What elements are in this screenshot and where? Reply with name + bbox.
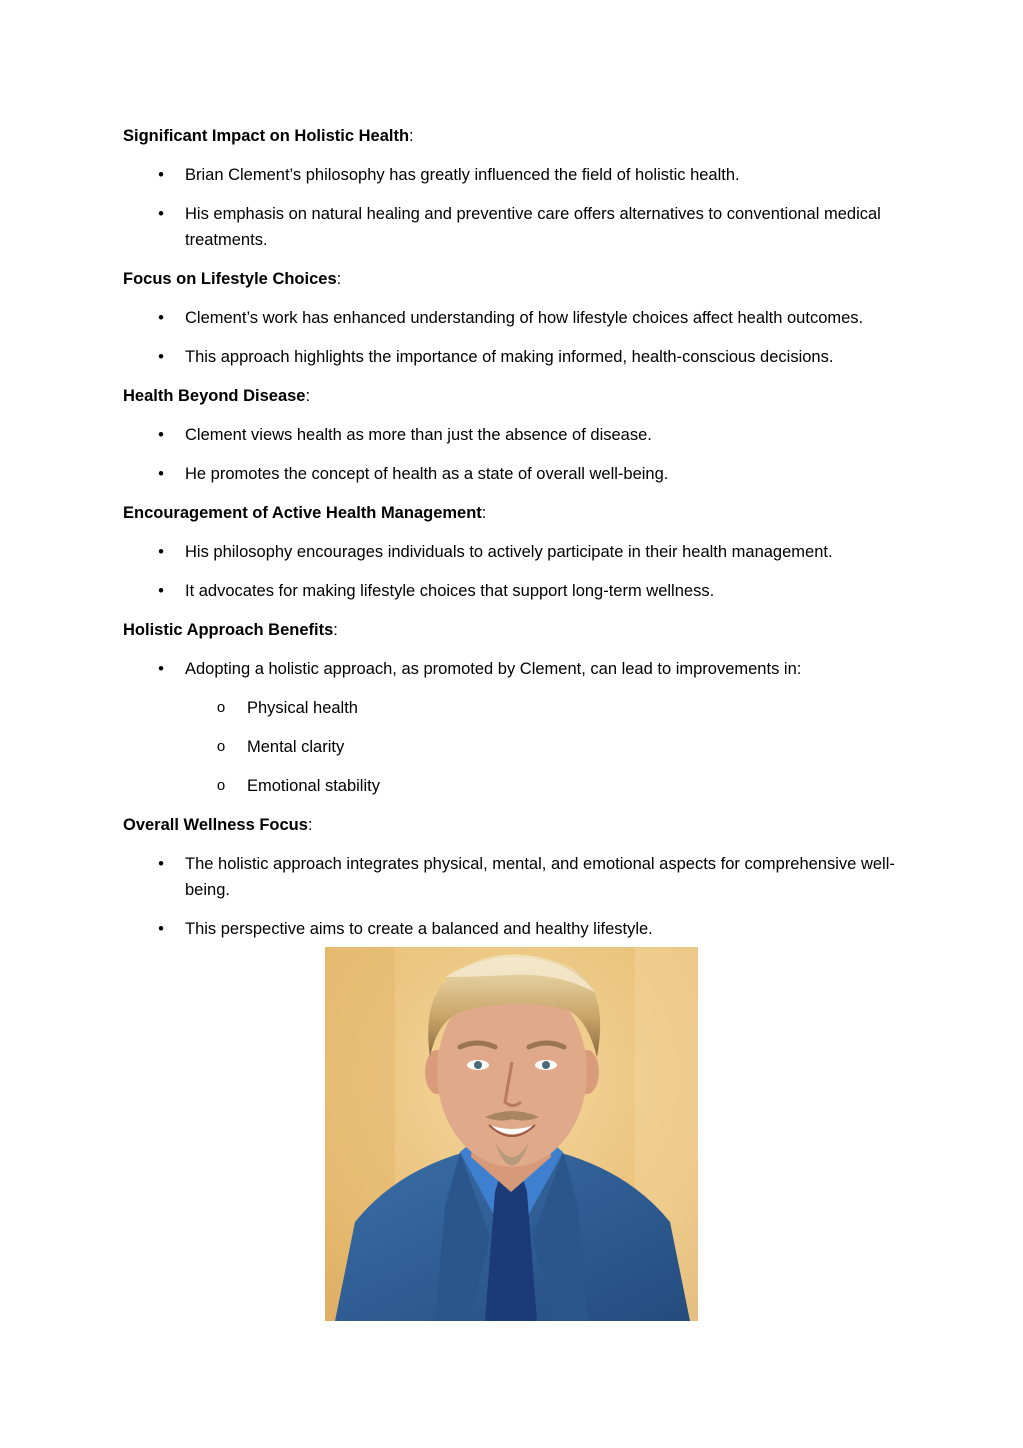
section-heading: Encouragement of Active Health Management: bbox=[123, 504, 487, 522]
bullet-marker: • bbox=[158, 465, 164, 483]
bullet-marker: • bbox=[158, 582, 164, 600]
bullet-marker: • bbox=[158, 309, 164, 327]
bullet-item: • Brian Clement’s philosophy has greatly influenced the field of holistic health. bbox=[123, 162, 913, 188]
sub-bullet-marker: o bbox=[216, 738, 226, 755]
bullet-marker: • bbox=[158, 348, 164, 366]
sub-bullet-marker: o bbox=[216, 777, 226, 794]
bullet-item: • His emphasis on natural healing and preventive care offers alternatives to conventional medical treatments. bbox=[123, 201, 913, 253]
bullet-marker: • bbox=[158, 920, 164, 938]
bullet-marker: • bbox=[158, 426, 164, 444]
sub-bullet-item: o Mental clarity bbox=[123, 734, 913, 760]
sub-bullet-marker: o bbox=[216, 699, 226, 716]
bullet-marker: • bbox=[158, 855, 164, 873]
portrait-illustration bbox=[325, 947, 698, 1321]
bullet-item: • Clement views health as more than just the absence of disease. bbox=[123, 422, 913, 448]
bullet-item: • Clement’s work has enhanced understanding of how lifestyle choices affect health outcomes. bbox=[123, 305, 913, 331]
section-heading: Holistic Approach Benefits: bbox=[123, 621, 338, 639]
bullet-item: • His philosophy encourages individuals to actively participate in their health management. bbox=[123, 539, 913, 565]
bullet-item: • Adopting a holistic approach, as promoted by Clement, can lead to improvements in: bbox=[123, 656, 913, 682]
bullet-marker: • bbox=[158, 166, 164, 184]
portrait-photo bbox=[325, 947, 698, 1321]
bullet-item: • He promotes the concept of health as a state of overall well-being. bbox=[123, 461, 913, 487]
section-heading: Overall Wellness Focus: bbox=[123, 816, 313, 834]
section-heading: Significant Impact on Holistic Health: bbox=[123, 127, 414, 145]
bullet-item: • This approach highlights the importance of making informed, health-conscious decisions. bbox=[123, 344, 913, 370]
sub-bullet-item: o Physical health bbox=[123, 695, 913, 721]
bullet-item: • The holistic approach integrates physical, mental, and emotional aspects for comprehensive well-being. bbox=[123, 851, 913, 903]
document-body bbox=[123, 123, 913, 955]
section-heading: Health Beyond Disease: bbox=[123, 387, 311, 405]
bullet-marker: • bbox=[158, 205, 164, 223]
sub-bullet-item: o Emotional stability bbox=[123, 773, 913, 799]
section-heading: Focus on Lifestyle Choices: bbox=[123, 270, 342, 288]
bullet-item: • This perspective aims to create a balanced and healthy lifestyle. bbox=[123, 916, 913, 942]
bullet-item: • It advocates for making lifestyle choices that support long-term wellness. bbox=[123, 578, 913, 604]
bullet-marker: • bbox=[158, 543, 164, 561]
bullet-marker: • bbox=[158, 660, 164, 678]
